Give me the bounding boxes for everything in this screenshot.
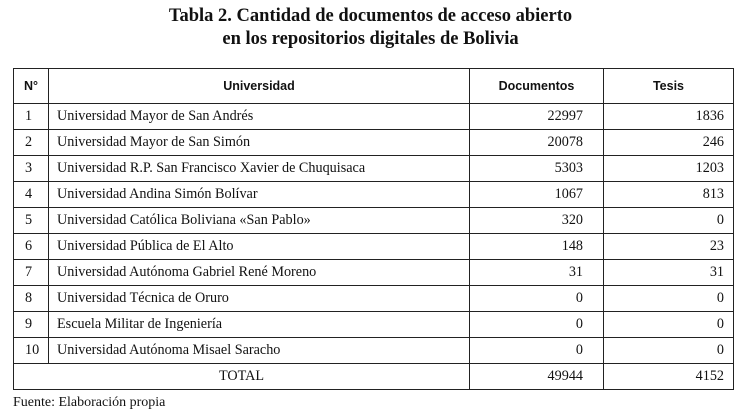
row-documentos: 5303	[470, 156, 604, 182]
row-documentos: 320	[470, 208, 604, 234]
row-universidad: Universidad R.P. San Francisco Xavier de Chuquisaca	[49, 156, 470, 182]
row-tesis: 31	[604, 260, 734, 286]
row-number: 7	[14, 260, 49, 286]
total-row	[14, 364, 734, 390]
row-number: 8	[14, 286, 49, 312]
table-row	[14, 104, 734, 130]
table-row	[14, 234, 734, 260]
row-universidad: Universidad Técnica de Oruro	[49, 286, 470, 312]
table-row	[14, 260, 734, 286]
total-tesis: 4152	[604, 364, 734, 390]
repositories-table	[13, 68, 734, 390]
header-documentos: Documentos	[470, 69, 604, 104]
table-row	[14, 182, 734, 208]
row-number: 4	[14, 182, 49, 208]
row-tesis: 23	[604, 234, 734, 260]
row-universidad: Universidad Pública de El Alto	[49, 234, 470, 260]
row-documentos: 20078	[470, 130, 604, 156]
row-documentos: 1067	[470, 182, 604, 208]
table-row	[14, 286, 734, 312]
row-tesis: 0	[604, 312, 734, 338]
row-tesis: 813	[604, 182, 734, 208]
row-documentos: 22997	[470, 104, 604, 130]
table-header-row	[14, 69, 734, 104]
row-documentos: 0	[470, 286, 604, 312]
table-row	[14, 208, 734, 234]
row-universidad: Universidad Mayor de San Andrés	[49, 104, 470, 130]
header-universidad: Universidad	[49, 69, 470, 104]
total-documentos: 49944	[470, 364, 604, 390]
row-universidad: Universidad Autónoma Gabriel René Moreno	[49, 260, 470, 286]
row-universidad: Universidad Andina Simón Bolívar	[49, 182, 470, 208]
row-tesis: 1836	[604, 104, 734, 130]
row-documentos: 148	[470, 234, 604, 260]
row-universidad: Universidad Mayor de San Simón	[49, 130, 470, 156]
table-row	[14, 312, 734, 338]
row-tesis: 0	[604, 338, 734, 364]
row-number: 3	[14, 156, 49, 182]
row-tesis: 0	[604, 286, 734, 312]
row-universidad: Universidad Católica Boliviana «San Pablo»	[49, 208, 470, 234]
table-title-line-2: en los repositorios digitales de Bolivia	[222, 29, 519, 49]
table-row	[14, 130, 734, 156]
row-number: 9	[14, 312, 49, 338]
table-title-line-1: Tabla 2. Cantidad de documentos de acceso abierto	[168, 6, 573, 26]
table-row	[14, 156, 734, 182]
table-row	[14, 338, 734, 364]
row-tesis: 0	[604, 208, 734, 234]
source-note: Fuente: Elaboración propia	[13, 395, 166, 410]
row-number: 1	[14, 104, 49, 130]
row-tesis: 246	[604, 130, 734, 156]
header-number: N°	[14, 69, 49, 104]
total-label: TOTAL	[14, 364, 470, 390]
header-tesis: Tesis	[604, 69, 734, 104]
row-number: 10	[14, 338, 49, 364]
row-number: 5	[14, 208, 49, 234]
row-universidad: Escuela Militar de Ingeniería	[49, 312, 470, 338]
row-number: 2	[14, 130, 49, 156]
row-universidad: Universidad Autónoma Misael Saracho	[49, 338, 470, 364]
row-number: 6	[14, 234, 49, 260]
row-documentos: 31	[470, 260, 604, 286]
row-documentos: 0	[470, 338, 604, 364]
row-documentos: 0	[470, 312, 604, 338]
row-tesis: 1203	[604, 156, 734, 182]
